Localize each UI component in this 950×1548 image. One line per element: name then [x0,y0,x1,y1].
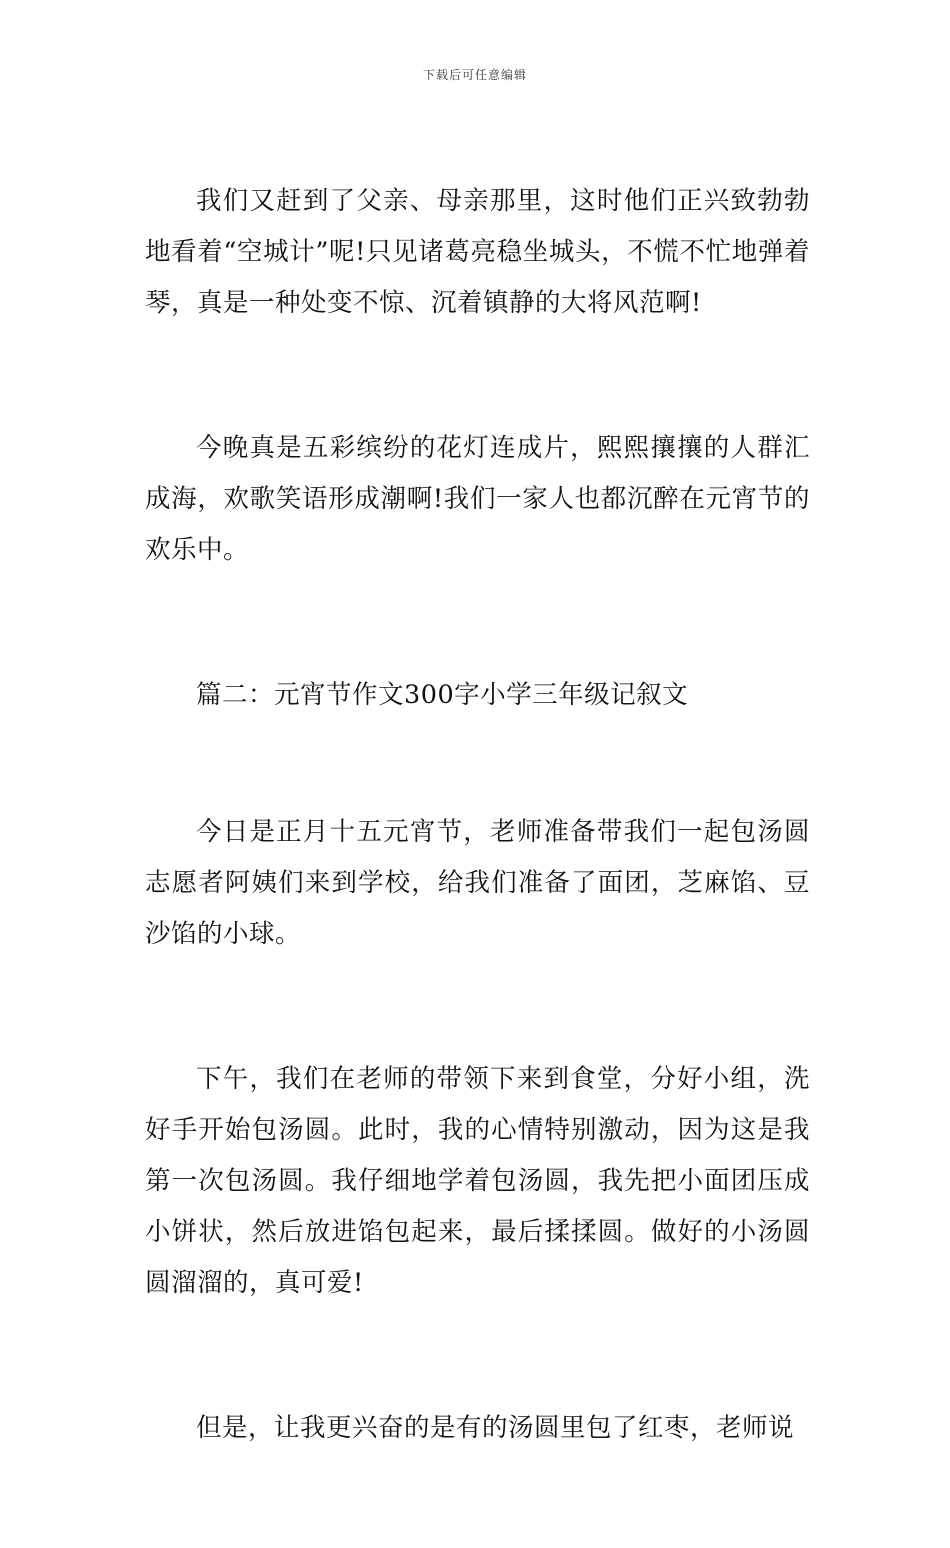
paragraph-making-tangyuan: 下午，我们在老师的带领下来到食堂，分好小组，洗好手开始包汤圆。此时，我的心情特别激动，因为这是我第一次包汤圆。我仔细地学着包汤圆，我先把小面团压成小饼状，然后放进馅包起来，最后揉揉圆。做好的小汤圆圆溜溜的，真可爱! [145,1064,810,1298]
paragraph-empty-city: 我们又赶到了父亲、母亲那里，这时他们正兴致勃勃地看着“空城计”呢!只见诸葛亮稳坐城头，不慌不忙地弹着琴，真是一种处变不惊、沉着镇静的大将风范啊! [145,186,810,318]
paragraph-red-dates: 但是，让我更兴奋的是有的汤圆里包了红枣，老师说 [196,1413,795,1443]
paragraph-lanterns: 今晚真是五彩缤纷的花灯连成片，熙熙攘攘的人群汇成海，欢歌笑语形成潮啊!我们一家人也都沉醉在元宵节的欢乐中。 [145,433,810,565]
paragraph-lantern-festival: 今日是正月十五元宵节，老师准备带我们一起包汤圆志愿者阿姨们来到学校，给我们准备了面团，芝麻馅、豆沙馅的小球。 [145,817,810,949]
document-body [145,176,810,1548]
page-header: 下载后可任意编辑 [422,68,527,82]
section-heading: 篇二：元宵节作文300字小学三年级记叙文 [196,680,689,710]
